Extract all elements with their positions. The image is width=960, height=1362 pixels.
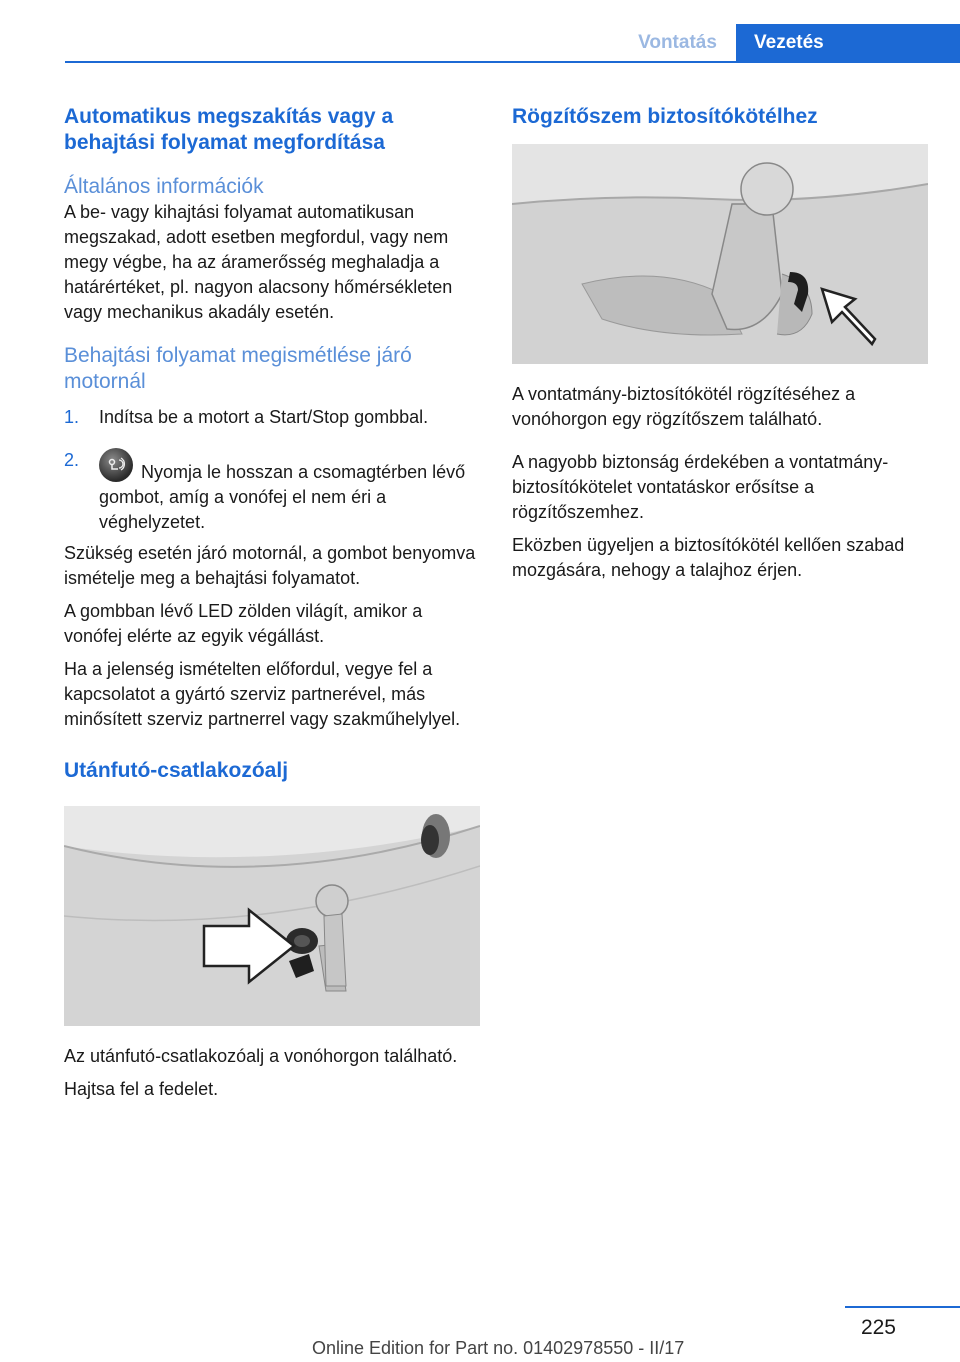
- footer-rule: [845, 1306, 960, 1308]
- step-number: 2.: [64, 450, 80, 470]
- step-item: [64, 405, 480, 430]
- section-title-trailer-socket: Utánfutó-csatlakozóalj: [64, 759, 289, 782]
- paragraph-repeat-1: Szükség esetén járó motornál, a gombot benyomva ismételje meg a behajtási folyamatot.: [64, 543, 476, 588]
- paragraph-cable-1: A vontatmány-biztosítókötél rögzítéséhez a vonóhorgon egy rögzítőszem található.: [512, 384, 856, 429]
- left-column: [64, 104, 480, 1102]
- right-column: [512, 104, 928, 583]
- tab-vezetes[interactable]: Vezetés: [736, 24, 960, 61]
- section-title-safety-cable-eye: Rögzítőszem biztosítókötélhez: [512, 105, 818, 128]
- paragraph-repeat-2: A gombban lévő LED zölden világít, amikor a vonófej elérte az egyik végállást.: [64, 601, 423, 646]
- subtitle-repeat-retract: Behajtási folyamat megismétlése járó motornál: [64, 344, 412, 393]
- tab-vontatas[interactable]: Vontatás: [638, 32, 717, 53]
- paragraph-cable-2: A nagyobb biztonság érdekében a vontatmány-biztosítókötelet vontatáskor erősítse a rögzítőszemhez.: [512, 452, 889, 522]
- paragraph-cable-3: Eközben ügyeljen a biztosítókötél kellően szabad mozgására, nehogy a talajhoz érjen.: [512, 535, 905, 580]
- safety-cable-eye-illustration: [512, 144, 928, 364]
- footer-edition: Online Edition for Part no. 01402978550 - II/17: [312, 1338, 685, 1358]
- steps-list: [64, 405, 480, 535]
- page-number: 225: [860, 1316, 896, 1339]
- step-text: Indítsa be a motort a Start/Stop gombbal.: [99, 407, 429, 427]
- trailer-socket-illustration: [64, 806, 480, 1026]
- paragraph-socket-2: Hajtsa fel a fedelet.: [64, 1079, 219, 1099]
- paragraph-general-info: A be- vagy kihajtási folyamat automatikusan megszakad, adott esetben megfordul, vagy nem megy végbe, ha az áramerősség meghaladja a határértéket, pl. nagyon alacsony hőmérsékleten vagy mechanikus akadály esetén.: [64, 202, 453, 322]
- paragraph-repeat-3: Ha a jelenség ismételten előfordul, vegye fel a kapcsolatot a gyártó szerviz partnerével, más minősített szerviz partnerrel vagy szakműhelylyel.: [64, 659, 461, 729]
- step-number: 1.: [64, 407, 80, 427]
- trailer-hitch-button-icon: [99, 448, 133, 482]
- section-title-auto-interrupt: Automatikus megszakítás vagy a behajtási folyamat megfordítása: [64, 105, 394, 154]
- header-rule: [65, 61, 960, 63]
- subtitle-general-info: Általános információk: [64, 175, 264, 198]
- paragraph-socket-1: Az utánfutó-csatlakozóalj a vonóhorgon található.: [64, 1046, 458, 1066]
- step-item: [64, 448, 480, 535]
- step-text: Nyomja le hosszan a csomagtérben lévő gombot, amíg a vonófej el nem éri a véghelyzetet.: [99, 462, 466, 532]
